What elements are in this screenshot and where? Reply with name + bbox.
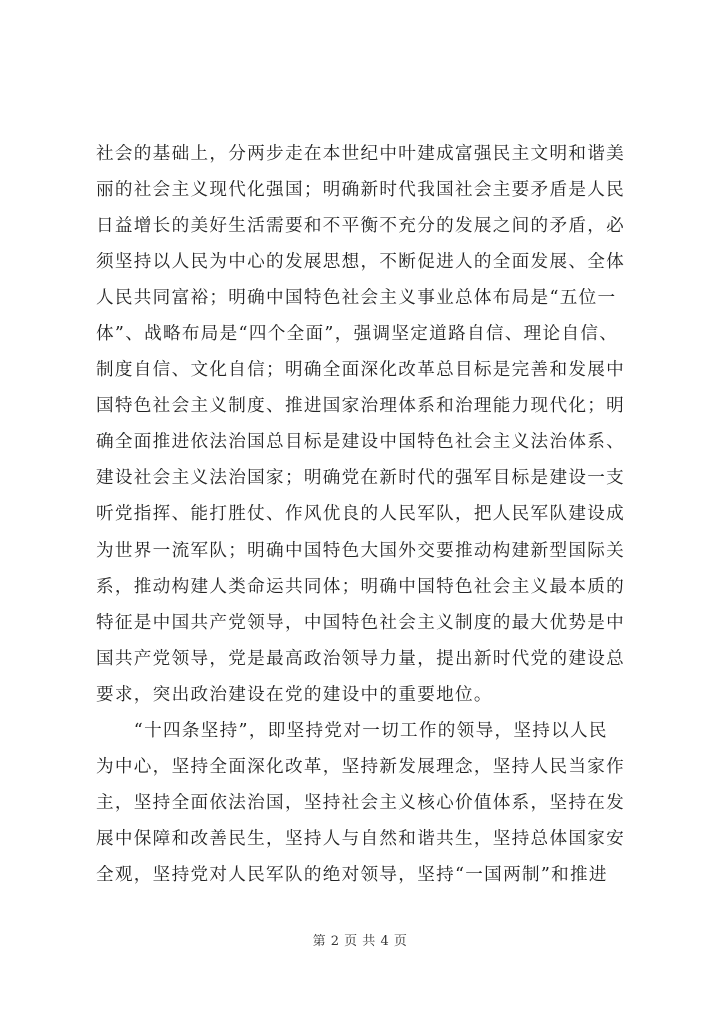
text-line: 建设社会主义法治国家；明确党在新时代的强军目标是建设一支 — [96, 468, 626, 489]
paragraph-start-line: “十四条坚持”，即坚持党对一切工作的领导，坚持以人民 — [96, 720, 608, 741]
text-line: 体”、战略布局是“四个全面”，强调坚定道路自信、理论自信、 — [96, 324, 619, 345]
text-line: 展中保障和改善民生，坚持人与自然和谐共生，坚持总体国家安 — [96, 828, 626, 849]
text-line: 系，推动构建人类命运共同体；明确中国特色社会主义最本质的 — [96, 576, 626, 597]
text-line: 须坚持以人民为中心的发展思想，不断促进人的全面发展、全体 — [96, 252, 626, 273]
text-line: 特征是中国共产党领导，中国特色社会主义制度的最大优势是中 — [96, 612, 626, 633]
text-line: 主，坚持全面依法治国，坚持社会主义核心价值体系，坚持在发 — [96, 792, 626, 813]
text-line: 为世界一流军队；明确中国特色大国外交要推动构建新型国际关 — [96, 540, 626, 561]
text-line: 人民共同富裕；明确中国特色社会主义事业总体布局是“五位一 — [96, 288, 617, 309]
text-line: 听党指挥、能打胜仗、作风优良的人民军队，把人民军队建设成 — [96, 504, 626, 525]
page-footer — [0, 930, 720, 949]
text-line: 国特色社会主义制度、推进国家治理体系和治理能力现代化；明 — [96, 396, 626, 417]
text-line: 制度自信、文化自信；明确全面深化改革总目标是完善和发展中 — [96, 360, 626, 381]
page-indicator: 第 2 页 共 4 页 — [312, 934, 408, 949]
text-line: 日益增长的美好生活需要和不平衡不充分的发展之间的矛盾，必 — [96, 216, 626, 237]
text-line: 全观，坚持党对人民军队的绝对领导，坚持“一国两制”和推进 — [96, 864, 608, 885]
text-line: 国共产党领导，党是最高政治领导力量，提出新时代党的建设总 — [96, 648, 626, 669]
text-line: 社会的基础上，分两步走在本世纪中叶建成富强民主文明和谐美 — [96, 144, 626, 164]
text-line: 确全面推进依法治国总目标是建设中国特色社会主义法治体系、 — [96, 432, 626, 453]
text-line: 为中心，坚持全面深化改革，坚持新发展理念，坚持人民当家作 — [96, 756, 626, 777]
text-line: 要求，突出政治建设在党的建设中的重要地位。 — [96, 684, 493, 705]
text-line: 丽的社会主义现代化强国；明确新时代我国社会主要矛盾是人民 — [96, 180, 626, 201]
body-text — [96, 136, 636, 893]
